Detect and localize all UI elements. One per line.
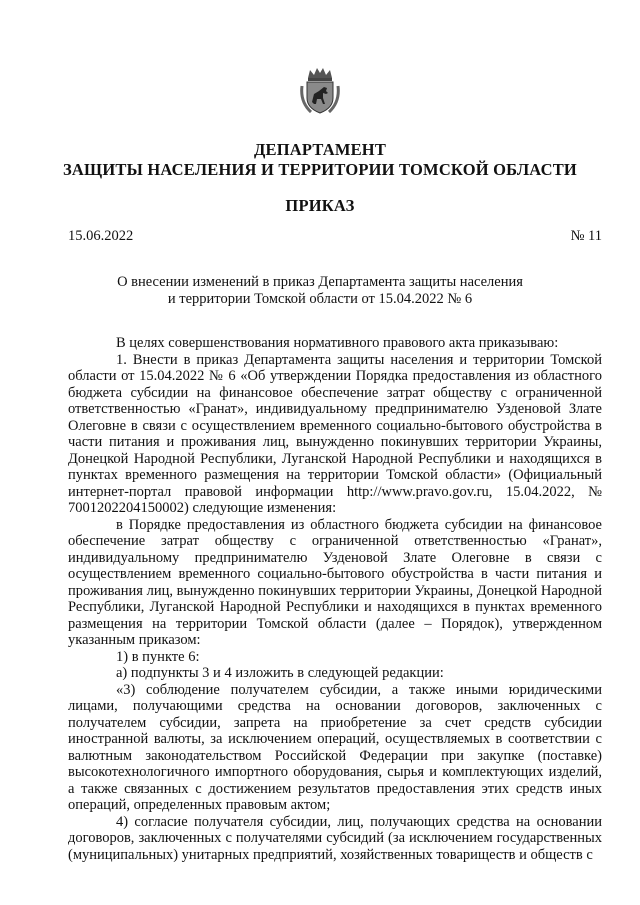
title-line1: О внесении изменений в приказ Департамента защиты населения	[117, 274, 523, 290]
document-date: 15.06.2022	[68, 228, 134, 244]
document-body	[68, 335, 602, 863]
paragraph-preamble: В целях совершенствования нормативного правового акта приказываю:	[116, 335, 559, 351]
department-name-line2: ЗАЩИТЫ НАСЕЛЕНИЯ И ТЕРРИТОРИИ ТОМСКОЙ ОБЛАСТИ	[63, 160, 577, 179]
tomsk-coat-of-arms-icon	[299, 64, 341, 116]
paragraph-procedure: в Порядке предоставления из областного бюджета субсидии на финансовое обеспечение затрат обществу с ограниченной ответственностью «Гранат», индивидуальному предпринимателю Узденовой Злате Олеговне в связи с осуществлением временного социально-бытового обустройства в части питания и проживания лиц, вынужденно покинувших территории Украины, Донецкой Народной Республики, Луганской Народной Республики и находящихся в пунктах временного размещения на территории Томской области (далее – Порядок), утвержденном указанным приказом:	[68, 516, 602, 648]
paragraph-subitem-a: а) подпункты 3 и 4 изложить в следующей редакции:	[116, 665, 444, 681]
paragraph-point-4: 4) согласие получателя субсидии, лиц, получающих средства на основании договоров, заключенных с получателями субсидий (за исключением государственных (муниципальных) унитарных предприятий, хозяйственных товариществ и обществ с	[68, 813, 602, 863]
document-type: ПРИКАЗ	[285, 196, 355, 215]
document-number: № 11	[570, 228, 602, 244]
paragraph-item-1: 1. Внести в приказ Департамента защиты населения и территории Томской области от 15.04.2022 № 6 «Об утверждении Порядка предоставления из областного бюджета субсидии на финансовое обеспечение затрат обществу с ограниченной ответственностью «Гранат», индивидуальному предпринимателю Узденовой Злате Олеговне в связи с осуществлением временного социально-бытового обустройства в части питания и проживания лиц, вынужденно покинувших территории Украины, Донецкой Народной Республики, Луганской Народной Республики и находящихся в пунктах временного размещения на территории Томской области» (Официальный интернет-портал правовой информации http://www.pravo.gov.ru, 15.04.2022, № 7001202204150002) следующие изменения:	[68, 351, 602, 516]
department-name-line1: ДЕПАРТАМЕНТ	[253, 140, 387, 159]
title-line2: и территории Томской области от 15.04.2022 № 6	[167, 290, 473, 307]
paragraph-point-3: «3) соблюдение получателем субсидии, а также иными юридическими лицами, получающими средства на основании договоров, заключенных с получателем субсидии, запрета на приобретение за счет средств субсидии иностранной валюты, за исключением операций, осуществляемых в соответствии с валютным законодательством Российской Федерации при закупке (поставке) высокотехнологичного импортного оборудования, сырья и комплектующих изделий, а также связанных с достижением результатов предоставления этих средств иных операций, определенных правовым актом;	[68, 681, 602, 813]
paragraph-subitem-1: 1) в пункте 6:	[116, 648, 200, 665]
document-title	[60, 274, 580, 307]
